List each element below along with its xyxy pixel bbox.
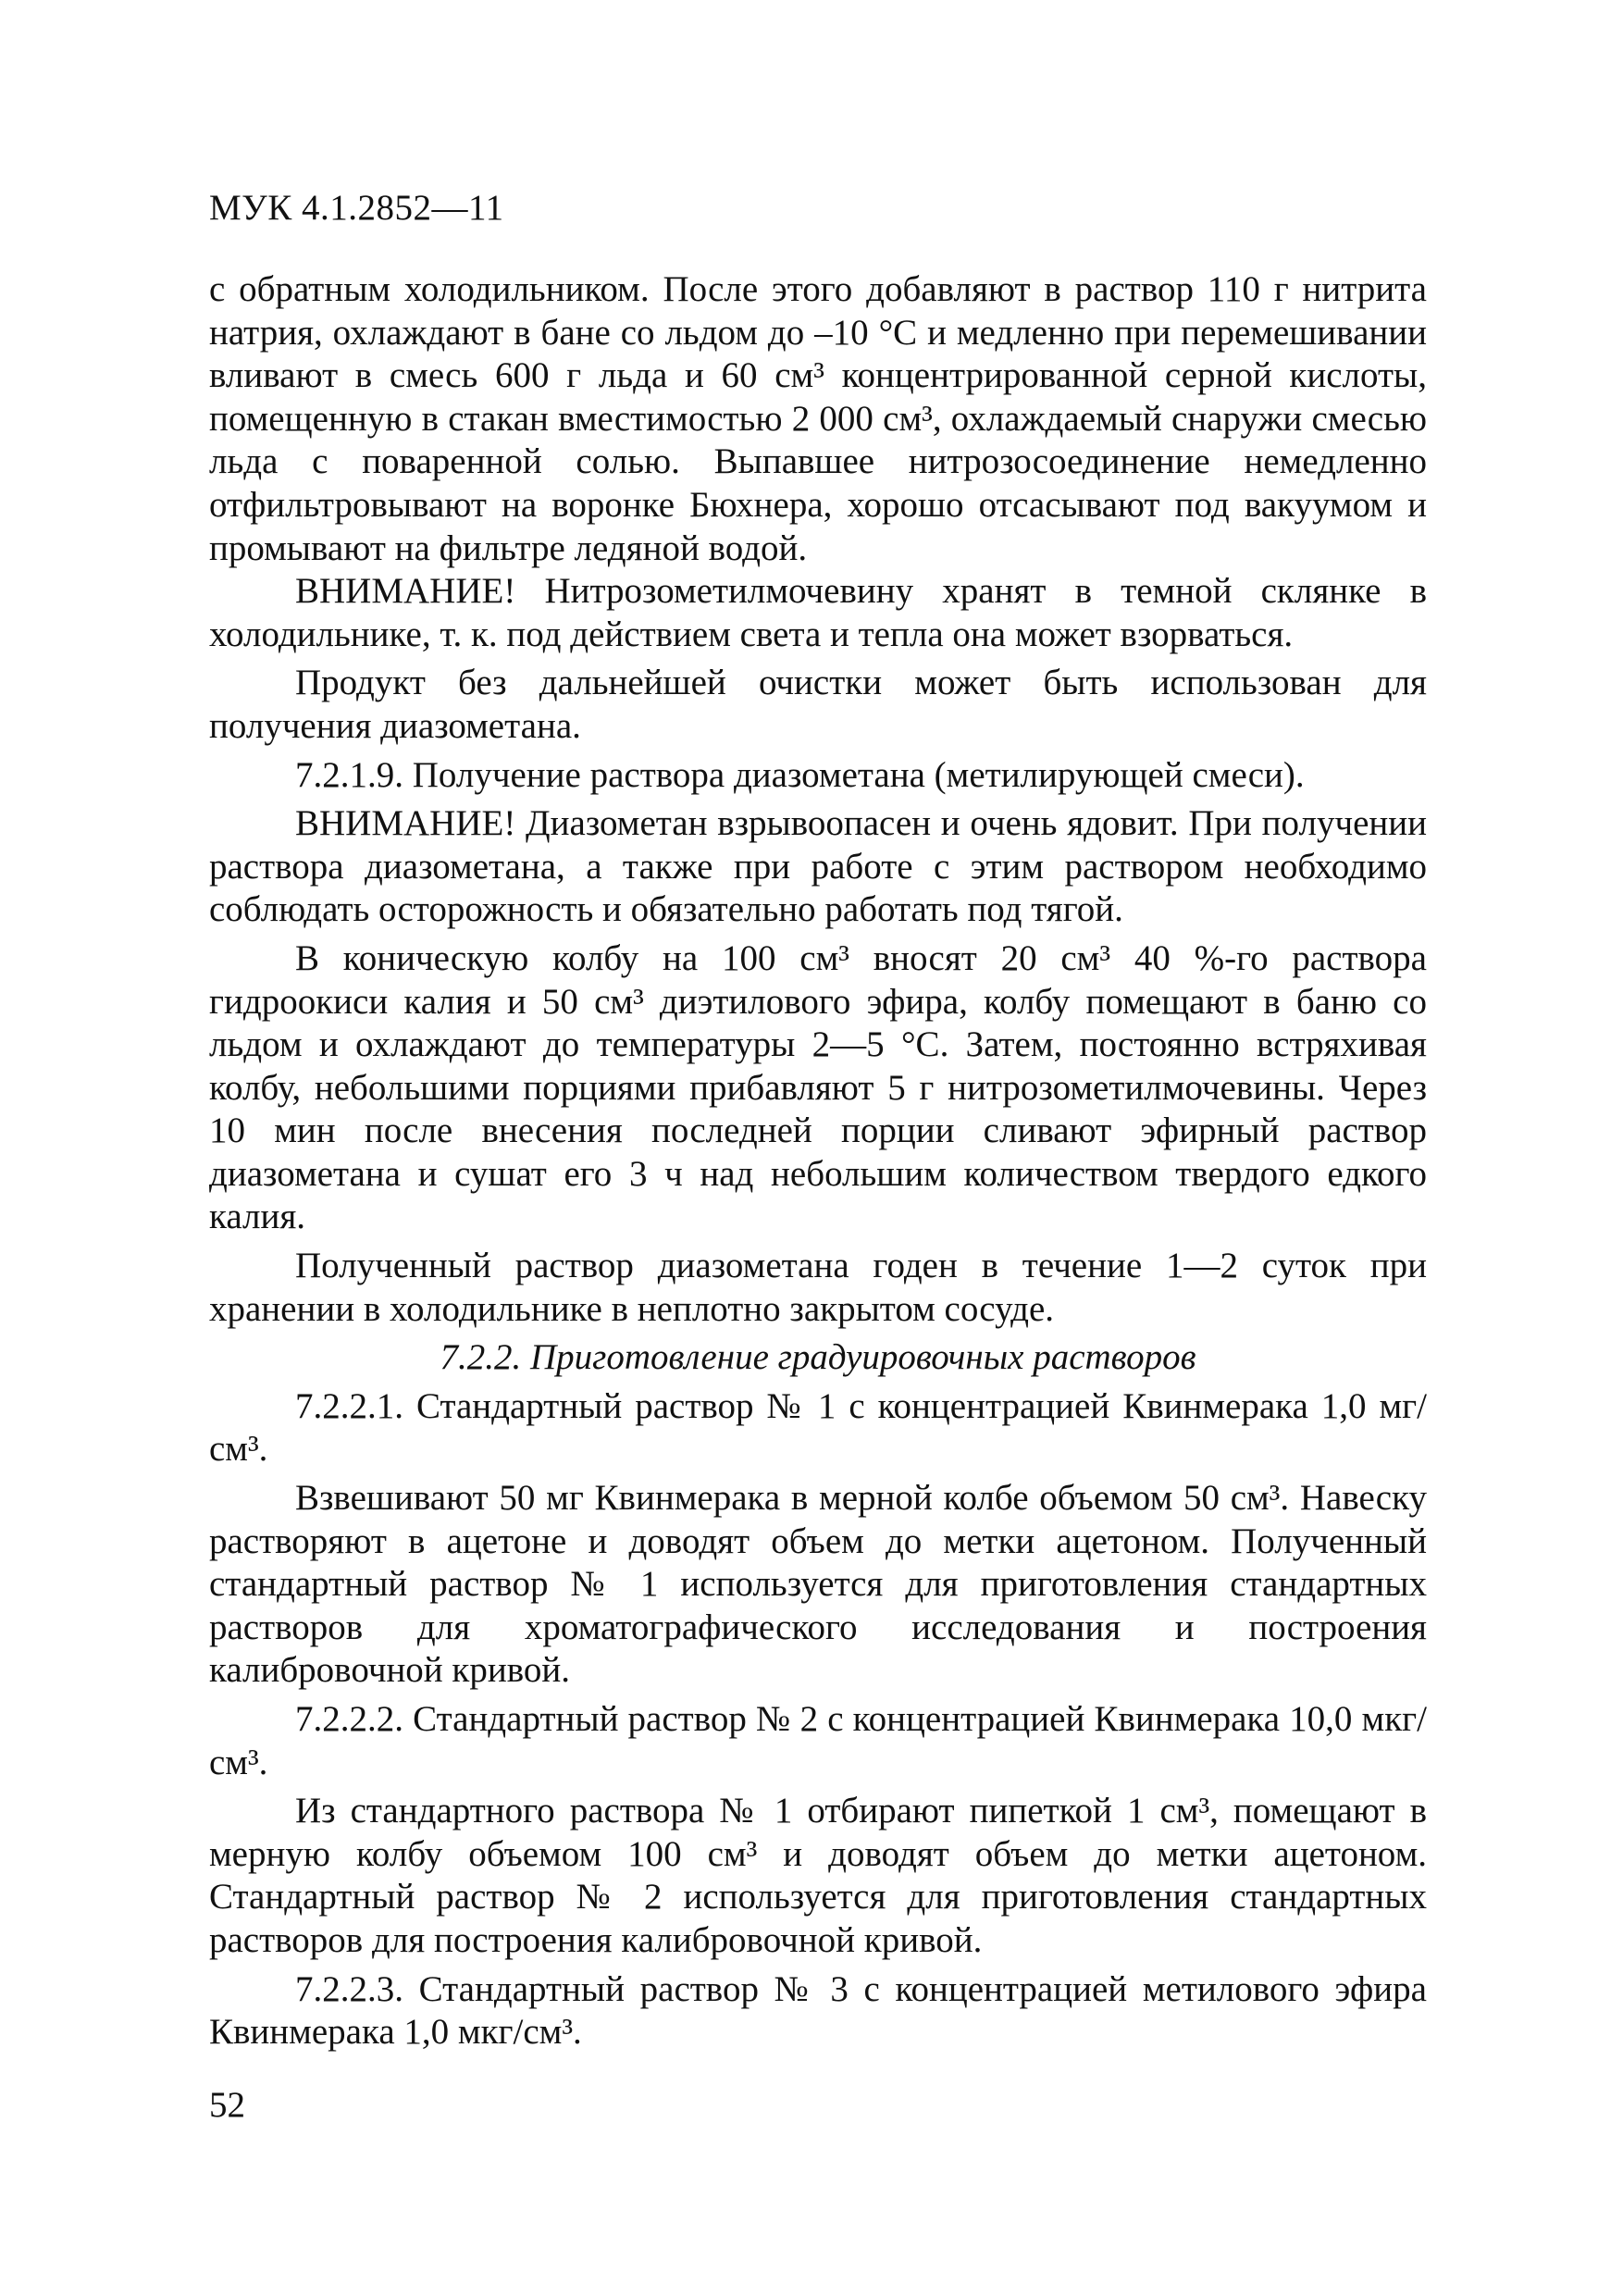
paragraph: В коническую колбу на 100 см³ вносят 20 см³ 40 %-го раствора гидроокиси калия и 50 см³ диэтилового эфира, колбу помещают в баню со льдом и охлаждают до температуры 2—5 °С. Затем, постоянно встряхивая колбу, небольшими порциями прибавляют 5 г нитрозометилмочевины. Через 10 мин после внесения последней порции сливают эфирный раствор диазометана и сушат его 3 ч над небольшим количеством твердого едкого калия.	[209, 937, 1427, 1237]
paragraph: Из стандартного раствора № 1 отбирают пипеткой 1 см³, помещают в мерную колбу объемом 100 см³ и доводят объем до метки ацетоном. Стандартный раствор № 2 используется для приготовления стандартных растворов для построения калибровочной кривой.	[209, 1791, 1427, 1960]
paragraph-warning: ВНИМАНИЕ! Диазометан взрывоопасен и очень ядовит. При получении раствора диазометана, а также при работе с этим раствором необходимо соблюдать осторожность и обязательно работать под тягой.	[209, 803, 1427, 930]
document-body	[209, 268, 1427, 2054]
section-heading: 7.2.2.1. Стандартный раствор № 1 с концентрацией Квинмерака 1,0 мг/см³.	[209, 1385, 1427, 1470]
paragraph: Продукт без дальнейшей очистки может быть использован для получения диазометана.	[209, 663, 1427, 746]
document-header: МУК 4.1.2852—11	[209, 188, 504, 228]
page-number: 52	[209, 2085, 245, 2125]
subsection-title: 7.2.2. Приготовление градуировочных растворов	[440, 1337, 1196, 1378]
section-heading: 7.2.1.9. Получение раствора диазометана (метилирующей смеси).	[295, 754, 1305, 795]
paragraph-warning: ВНИМАНИЕ! Нитрозометилмочевину хранят в темной склянке в холодильнике, т. к. под действием света и тепла она может взорваться.	[209, 571, 1427, 654]
paragraph: Полученный раствор диазометана годен в течение 1—2 суток при хранении в холодильнике в неплотно закрытом сосуде.	[209, 1246, 1427, 1329]
section-heading: 7.2.2.2. Стандартный раствор № 2 с концентрацией Квинмерака 10,0 мкг/см³.	[209, 1699, 1427, 1782]
paragraph: Взвешивают 50 мг Квинмерака в мерной колбе объемом 50 см³. Навеску растворяют в ацетоне и доводят объем до метки ацетоном. Полученный стандартный раствор № 1 используется для приготовления стандартных растворов для хроматографического исследования и построения калибровочной кривой.	[209, 1478, 1427, 1691]
section-heading: 7.2.2.3. Стандартный раствор № 3 с концентрацией метилового эфира Квинмерака 1,0 мкг/см³.	[209, 1968, 1427, 2053]
paragraph-continuation: с обратным холодильником. После этого добавляют в раствор 110 г нитрита натрия, охлаждают в бане со льдом до –10 °С и медленно при перемешивании вливают в смесь 600 г льда и 60 см³ концентрированной серной кислоты, помещенную в стакан вместимостью 2 000 см³, охлаждаемый снаружи смесью льда с поваренной солью. Выпавшее нитрозосоединение немедленно отфильтровывают на воронке Бюхнера, хорошо отсасывают под вакуумом и промывают на фильтре ледяной водой.	[209, 269, 1427, 568]
